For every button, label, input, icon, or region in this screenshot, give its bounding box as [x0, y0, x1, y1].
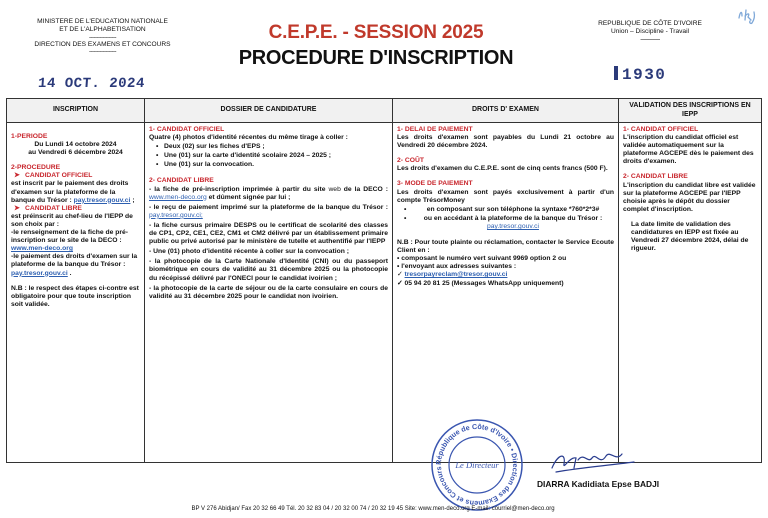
complaint-option-email: • l'envoyant aux adresses suivantes :	[397, 263, 517, 271]
arrow-right-icon: ➤	[14, 204, 20, 212]
country-motto: Union – Discipline - Travail	[610, 28, 690, 36]
page-title: PROCEDURE D'INSCRIPTION	[238, 47, 514, 69]
official-validation-text: L'inscription du candidat officiel est validée automatiquement sur la plateforme AGCEPE dès le paiement des droits d'examen.	[623, 134, 754, 166]
procedure-table	[6, 98, 762, 463]
registration-number: 1930	[622, 66, 667, 84]
free-doc-photo: - Une (01) photo d'identité récente à coller sur la convocation ;	[149, 248, 350, 256]
tresor-payment-link[interactable]: pay.tresor.gouv.ci	[11, 269, 68, 277]
free-validation-title: 2- CANDIDAT LIBRE	[623, 173, 688, 181]
complaint-email-link[interactable]: tresorpayreclam@tresor.gouv.ci	[404, 271, 508, 279]
list-item: • ou en accédant à la plateforme de la banque du Trésor : pay.tresor.gouv.ci	[397, 215, 614, 231]
payment-mode-text: Les droits d'examen sont payés exclusivement à partir d'un compte TrésorMoney	[397, 188, 614, 204]
stamp-bar-icon	[614, 66, 618, 80]
header-divider: -------------	[640, 36, 660, 43]
ministry-header	[20, 18, 185, 55]
complaint-option-phone: • composant le numéro vert suivant 9969 option 2 ou	[397, 255, 567, 263]
table-row	[7, 123, 762, 463]
column-header-droits: DROITS D' EXAMEN	[393, 99, 619, 123]
official-candidate-title: 1- CANDIDAT OFFICIEL	[149, 126, 225, 133]
header-divider: ------------------	[89, 49, 116, 56]
free-doc-cursus: - la fiche cursus primaire DESPS ou le certificat de scolarité des classes de CP1, CP2, CE1, CE2, CM1 et CM2 délivré par un établissement primaire public ou privé autorisé par le ministère de tutelle et authentifié par l'IEPP	[149, 221, 388, 246]
received-date-stamp: 14 OCT. 2024	[37, 76, 146, 92]
registration-number-stamp	[614, 66, 666, 84]
country-name: REPUBLIQUE DE CÔTE D'IVOIRE	[598, 20, 702, 27]
table-header-row	[7, 99, 762, 123]
list-item: • Une (01) sur la convocation.	[149, 161, 388, 169]
official-seal	[430, 418, 524, 512]
period-end: au Vendredi 6 décembre 2024	[28, 149, 123, 157]
republic-header	[586, 20, 714, 43]
complaint-whatsapp-row: ✓ 05 94 20 81 25 (Messages WhatsApp uniquement)	[397, 279, 564, 287]
free-doc-preinscription: - la fiche de pré-inscription imprimée à partir du site web de la DECO : www.men-deco.org et dûment signée par lui ;	[149, 185, 388, 201]
list-item: • en composant sur son téléphone la syntaxe *760*2*3#	[397, 206, 614, 214]
signatory-name: DIARRA Kadidiata Epse BADJI	[537, 479, 660, 489]
tresor-payment-link[interactable]: pay.tresor.gouv.ci;	[149, 211, 203, 219]
list-item: • Une (01) sur la carte d'identité scolaire 2024 – 2025 ;	[149, 152, 388, 160]
free-candidate-step1: -le renseignement de la fiche de pré-inscription sur le site de la DECO : www.men-deco.org	[11, 229, 129, 253]
complaint-note: N.B : Pour toute plainte ou réclamation, contacter le Service Ecoute Client en :	[397, 239, 614, 255]
handwritten-initials-logo	[736, 4, 766, 26]
free-doc-residence: - la photocopie de la carte de séjour ou de la carte consulaire en cours de validité au 31 décembre 2025 pour le candidat non ivoirien.	[149, 284, 388, 300]
official-candidate-label: ➤ CANDIDAT OFFICIEL	[14, 172, 93, 180]
free-doc-receipt: - le reçu de paiement imprimé sur la plateforme de la banque du Trésor : pay.tresor.gouv.ci;	[149, 203, 388, 219]
column-header-inscription: INSCRIPTION	[7, 99, 145, 123]
direction-name: DIRECTION DES EXAMENS ET CONCOURS	[34, 40, 171, 48]
payment-deadline-text: Les droits d'examen sont payables du Lundi 21 octobre au Vendredi 20 décembre 2024.	[397, 134, 614, 150]
inscription-note: N.B : le respect des étapes ci-contre est obligatoire pour que toute inscription soit validée.	[11, 284, 139, 308]
cost-title: 2- COÛT	[397, 157, 424, 165]
tresor-payment-link[interactable]: pay.tresor.gouv.ci	[73, 196, 131, 204]
official-candidate-text: est inscrit par le paiement des droits d'examen sur la plateforme de la banque du Trésor : pay.tresor.gouv.ci ;	[11, 180, 135, 204]
free-candidate-intro: est préinscrit au chef-lieu de l'IEPP de son choix par :	[11, 212, 133, 228]
deco-site-link[interactable]: www.men-deco.org	[11, 245, 74, 253]
payment-mode-title: 3- MODE DE PAIEMENT	[397, 180, 473, 188]
free-candidate-title: 2- CANDIDAT LIBRE	[149, 177, 214, 185]
procedure-title: 2-PROCEDURE	[11, 164, 61, 172]
seal-center-text: Le Directeur	[455, 460, 499, 470]
ministry-name-line2: ET DE L'ALPHABETISATION	[59, 26, 146, 34]
validation-cell	[619, 123, 762, 463]
dossier-cell	[145, 123, 393, 463]
column-header-dossier: DOSSIER DE CANDIDATURE	[145, 99, 393, 123]
droits-cell	[393, 123, 619, 463]
free-candidate-step2: -le paiement des droits d'examen sur la plateforme de la banque du Trésor : pay.tresor.gouv.ci .	[11, 253, 138, 277]
photos-requirement: Quatre (4) photos d'identité récentes du même tirage à coller :	[149, 134, 348, 142]
column-header-validation: VALIDATION DES INSCRIPTIONS EN IEPP	[619, 99, 762, 123]
deco-site-link[interactable]: www.men-deco.org	[149, 193, 207, 201]
free-doc-identity: - la photocopie de la Carte Nationale d'Identité (CNI) ou du passeport biométrique en cours de validité au 31 décembre 2025 ou la photocopie du récépissé délivré par l'ONECI pour le candidat ivoirien ;	[149, 258, 388, 282]
arrow-right-icon: ➤	[14, 172, 20, 180]
free-validation-text: L'inscription du candidat libre est validée sur la plateforme AGCEPE par l'IEPP choisie après le dépôt du dossier complet d'inscription.	[623, 181, 756, 213]
validation-deadline: La date limite de validation des candidatures en IEPP est fixée au Vendredi 27 décembre 2024, délai de rigueur.	[631, 220, 749, 253]
payment-deadline-title: 1- DELAI DE PAIEMENT	[397, 126, 473, 133]
checkmark-icon: ✓	[397, 279, 403, 287]
period-title: 1-PERIODE	[11, 133, 48, 140]
official-validation-title: 1- CANDIDAT OFFICIEL	[623, 126, 699, 133]
free-candidate-label: ➤ CANDIDAT LIBRE	[14, 204, 82, 212]
period-start: Du Lundi 14 octobre 2024	[34, 141, 117, 149]
director-signature	[548, 444, 638, 478]
ministry-name-line1: MINISTERE DE L'EDUCATION NATIONALE	[37, 18, 168, 25]
inscription-cell	[7, 123, 145, 463]
checkmark-icon: ✓	[397, 271, 403, 279]
list-item: • Deux (02) sur les fiches d'EPS ;	[149, 143, 388, 151]
session-title: C.E.P.E. - SESSION 2025	[268, 22, 484, 43]
seal-ring-text: République de Côte d'Ivoire • Direction des Examens et Concours	[433, 421, 521, 509]
footer-contact: BP V 276 Abidjan/ Fax 20 32 66 49 Tél. 20 32 83 04 / 20 32 00 74 / 20 32 19 45 Site: www.men-deco.org E-mail: courriel@men-deco.org	[191, 506, 555, 512]
header-divider: ------------------	[89, 34, 116, 41]
complaint-email-row	[397, 271, 614, 279]
cost-text: Les droits d'examen du C.E.P.E. sont de cinq cents francs (500 F).	[397, 165, 608, 173]
tresor-payment-link[interactable]: pay.tresor.gouv.ci	[487, 222, 539, 230]
